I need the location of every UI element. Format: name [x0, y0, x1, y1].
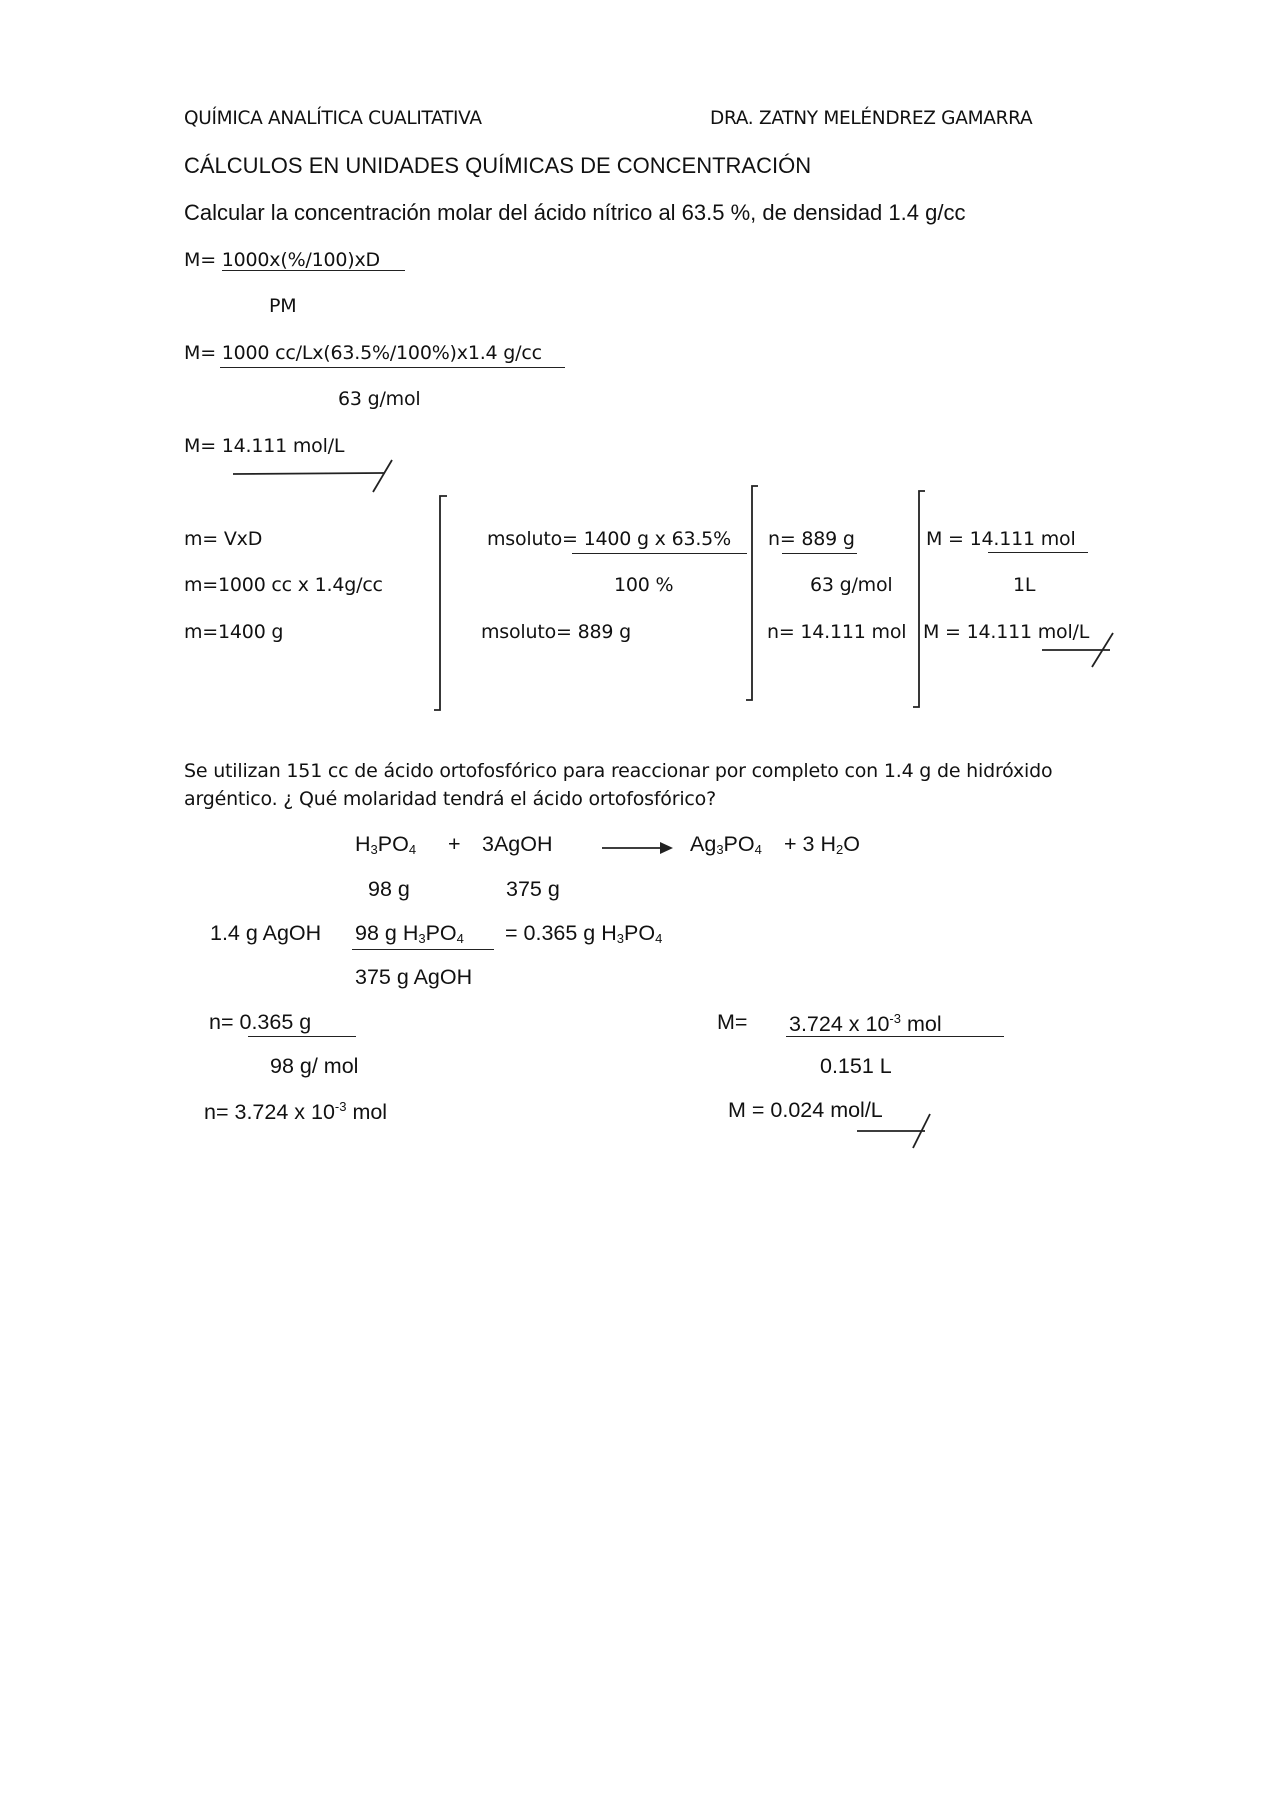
- moles-denominator: 63 g/mol: [810, 574, 893, 596]
- molarity2-check-mark: [857, 1114, 930, 1148]
- molarity-result: M = 14.111 mol/L: [923, 621, 1090, 643]
- result-molarity: M= 14.111 mol/L: [184, 435, 345, 457]
- molarity2-denominator: 0.151 L: [820, 1054, 892, 1078]
- formula-denominator: PM: [269, 295, 297, 317]
- problem2-statement-line2: argéntico. ¿ Qué molaridad tendrá el ácido ortofosfórico?: [184, 788, 716, 810]
- product-ag3po4: $Ag_3PO_4$: [690, 832, 762, 857]
- molarity2-numerator: 3.724 x $10^{-3}$ mol: [789, 1011, 942, 1036]
- reactant-h3po4: $H_3PO_4$: [355, 832, 417, 857]
- moles2-result: n= 3.724 x $10^{-3}$ mol: [204, 1099, 388, 1124]
- molarity2-label: M=: [717, 1010, 748, 1034]
- arrow-head-icon: [660, 842, 673, 854]
- conversion-numerator: 98 g $H_3PO_4$: [355, 921, 464, 946]
- teacher-name: DRA. ZATNY MELÉNDREZ GAMARRA: [710, 108, 1033, 129]
- formula-numerator: M= 1000x(%/100)xD: [184, 249, 380, 271]
- problem2-statement-line1: Se utilizan 151 cc de ácido ortofosfórico para reaccionar por completo con 1.4 g de hidróxido: [184, 760, 1053, 782]
- substitution-numerator: M= 1000 cc/Lx(63.5%/100%)x1.4 g/cc: [184, 342, 542, 364]
- section-title: CÁLCULOS EN UNIDADES QUÍMICAS DE CONCENTRACIÓN: [184, 153, 812, 178]
- result-check-mark: [233, 460, 392, 492]
- molar-mass-h3po4: 98 g: [368, 877, 410, 901]
- mass-formula: m= VxD: [184, 528, 263, 550]
- bracket-1: [434, 496, 447, 710]
- conversion-result: = 0.365 g $H_3PO_4$: [505, 921, 663, 946]
- solute-mass-result: msoluto= 889 g: [481, 621, 631, 643]
- moles2-denominator: 98 g/ mol: [270, 1054, 359, 1078]
- problem1-statement: Calcular la concentración molar del ácido nítrico al 63.5 %, de densidad 1.4 g/cc: [184, 200, 966, 225]
- bracket-3: [913, 491, 925, 707]
- solute-mass-numerator: msoluto= 1400 g x 63.5%: [487, 528, 731, 550]
- solute-mass-denominator: 100 %: [614, 574, 674, 596]
- molar-mass-agoh: 375 g: [506, 877, 560, 901]
- molarity-check-mark: [1042, 633, 1113, 667]
- reactant-agoh: 3AgOH: [482, 832, 553, 856]
- mass-substitution: m=1000 cc x 1.4g/cc: [184, 574, 383, 596]
- conversion-denominator: 375 g AgOH: [355, 965, 473, 989]
- bracket-2: [746, 486, 758, 700]
- mass-result: m=1400 g: [184, 621, 284, 643]
- molarity2-result: M = 0.024 mol/L: [728, 1098, 883, 1122]
- course-title: QUÍMICA ANALÍTICA CUALITATIVA: [184, 108, 482, 129]
- plus-sign: +: [448, 832, 461, 856]
- molarity-numerator: M = 14.111 mol: [926, 528, 1076, 550]
- molarity-denominator: 1L: [1013, 574, 1036, 596]
- product-water: + 3 $H_2O$: [784, 832, 860, 857]
- moles-numerator: n= 889 g: [768, 528, 855, 550]
- substitution-denominator: 63 g/mol: [338, 388, 421, 410]
- given-mass: 1.4 g AgOH: [210, 921, 322, 945]
- moles-result: n= 14.111 mol: [767, 621, 907, 643]
- moles2-numerator: n= 0.365 g: [209, 1010, 312, 1034]
